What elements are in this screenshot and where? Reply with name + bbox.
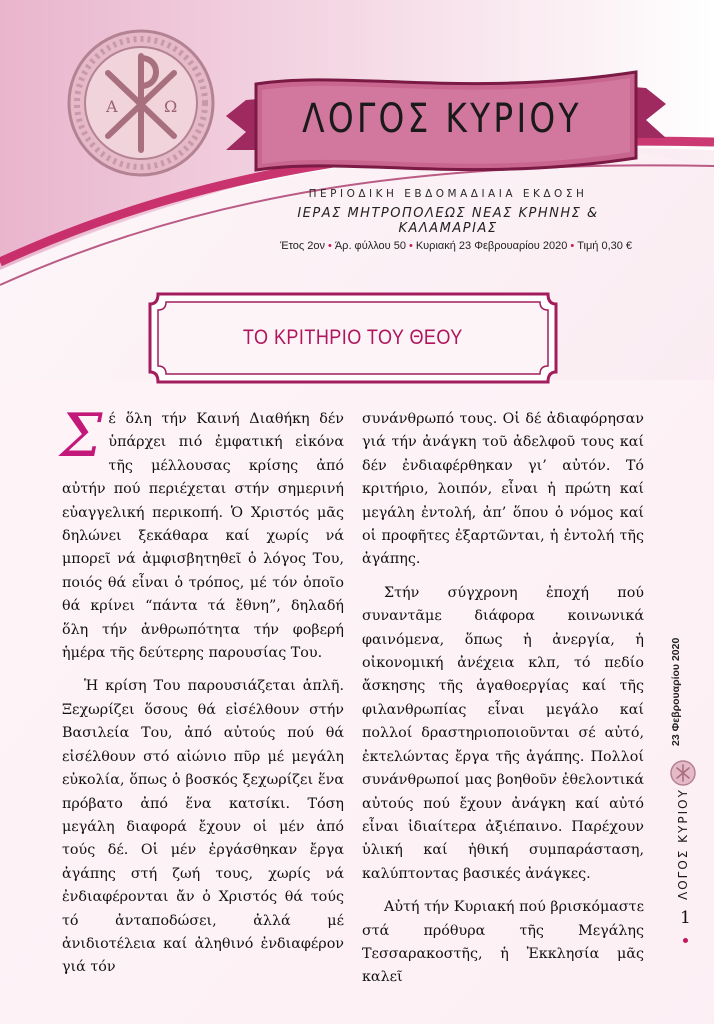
paragraph: συνάνθρωπό τους. Οἱ δέ ἀδιαφόρησαν γιά τήν ἀνάγκη τοῦ ἀδελφοῦ τους καί δέν ἐνδιαφέρθηκαν γι’ αὐτόν. Τό κριτήριο, λοιπόν, εἶναι ἡ πρώτη καί μεγάλη ἐντολή, ἀπ’ ὅπου ὁ νόμος καί οἱ προφῆτες ἐξαρτῶνται, ἡ ἐντολή τῆς ἀγάπης. — [362, 411, 644, 568]
paragraph — [60, 401, 344, 665]
sidebar-brand: ΛΟΓΟΣ ΚΥΡΙΟΥ — [676, 788, 690, 900]
bullet-icon: • — [408, 240, 413, 252]
issue-year: Έτος 2ον — [279, 240, 325, 252]
publisher-name: ΙΕΡΑΣ ΜΗΤΡΟΠΟΛΕΩΣ ΝΕΑΣ ΚΡΗΝΗΣ & ΚΑΛΑΜΑΡΙΑΣ — [297, 206, 599, 236]
paragraph: Στήν σύγχρονη ἐποχή πού συναντᾶμε διάφορα κοινωνικά φαινόμενα, ὅπως ἡ ἀνεργία, ἡ οἰκονομική ἀνέχεια κλπ, τό πεδίο ἄσκησης τῆς ἀγαθοεργίας καί τῆς φιλανθρωπίας εἶναι μεγάλο καί πολλοί δραστηριοποιοῦνται σέ αὐτό, ἐκτελώντας ἔργα τῆς ἀγάπης. Πολλοί συνάνθρωποί μας βοηθοῦν ἐθελοντικά αὐτούς πού ἔχουν ἀνάγκη καί αὐτό εἶναι ἰδιαίτερα ἀξιέπαινο. Παρέχουν ὑλική καί ἠθική συμπαράσταση, καλύπτοντας βασικές ἀνάγκες. — [362, 584, 644, 882]
bullet-icon: • — [327, 240, 332, 252]
issue-sheet-number: Άρ. φύλλου 50 — [334, 240, 406, 252]
publication-type: ΠΕΡΙΟΔΙΚΗ ΕΒΔΟΜΑΔΙΑΙΑ ΕΚΔΟΣΗ — [308, 188, 588, 200]
bullet-icon: • — [570, 240, 575, 252]
paragraph: Αὐτή τήν Κυριακή πού βρισκόμαστε στά πρόθυρα τῆς Μεγάλης Τεσσαρακοστῆς, ἡ Ἐκκλησία μᾶς καλεῖ — [362, 899, 644, 986]
article-column-2 — [362, 408, 644, 990]
sidebar-date: 23 Φεβρουαρίου 2020 — [670, 637, 682, 746]
publication-title: ΛΟΓΟΣ ΚΥΡΙΟΥ — [302, 96, 582, 142]
issue-date: Κυριακή 23 Φεβρουαρίου 2020 — [415, 240, 568, 252]
article-title — [150, 296, 556, 380]
article-title-text: ΤΟ ΚΡΙΤΗΡΙΟ ΤΟΥ ΘΕΟΥ — [243, 326, 463, 349]
paragraph-text: έ ὅλη τήν Καινή Διαθήκη δέν ὑπάρχει πιό ἐμφατική εἰκόνα τῆς μέλλουσας κρίσης ἀπό αὐτήν πού περιέχεται στήν σημερινή εὐαγγελική περικοπή. Ὁ Χριστός μᾶς δηλώνει ξεκάθαρα καί χωρίς νά μπορεῖ νά ἀμφισβητηθεῖ ὁ λόγος Του, ποιός θά εἶναι ὁ τρόπος, μέ τόν ὁποῖο θά κρίνει “πάντα τά ἔθνη”, δηλαδή ὅλη τήν ἀνθρωπότητα τήν φοβερή ἡμέρα τῆς δεύτερης παρουσίας Του. — [62, 411, 344, 662]
issue-price: Τιμή 0,30 € — [577, 240, 633, 252]
page-dot-icon — [683, 938, 688, 943]
article-column-1 — [60, 401, 344, 980]
seal-alpha: Α — [106, 97, 118, 116]
chi-rho-seal-icon — [66, 28, 216, 178]
issue-info — [236, 240, 676, 252]
seal-omega: Ω — [164, 97, 178, 116]
small-seal-icon — [670, 760, 696, 786]
page-number: 1 — [680, 908, 691, 928]
drop-cap: Σ — [60, 401, 103, 471]
paragraph: Ἡ κρίση Του παρουσιάζεται ἁπλῆ. Ξεχωρίζει ὅσους θά εἰσέλθουν στήν Βασιλεία Του, ἀπό αὐτούς πού θά εἰσέλθουν στό αἰώνιο πῦρ μέ μεγάλη εὐκολία, ὅπως ὁ βοσκός ξεχωρίζει ἕνα πρόβατο ἀπό ἕνα κατσίκι. Τόση μεγάλη διαφορά ἔχουν οἱ μέν ἀπό τούς δέ. Οἱ μέν ἐργάσθηκαν ἔργα ἀγάπης στή ζωή τους, χωρίς νά ἐνδιαφέρονται ἄν ὁ Χριστός θά τούς τό ἀνταποδώσει, ἀλλά μέ ἀνιδιοτέλεια καί ἀληθινό ἐνδιαφέρον γιά τόν — [62, 678, 344, 976]
